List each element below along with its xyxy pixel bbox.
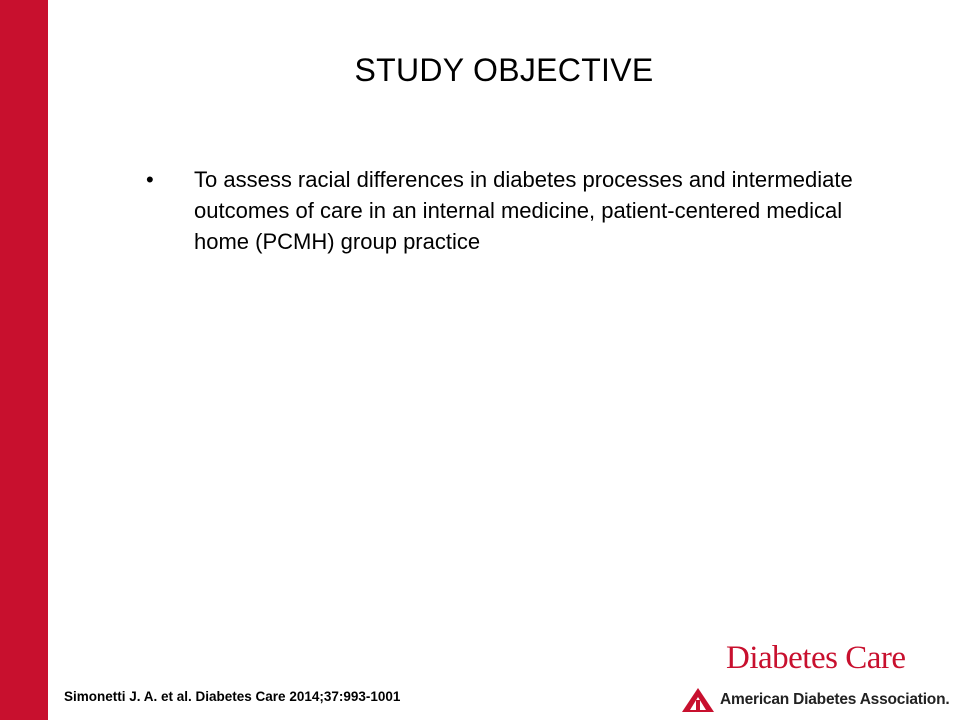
slide-title: STUDY OBJECTIVE [354,52,654,88]
ada-name: American Diabetes Association. [720,691,950,708]
citation: Simonetti J. A. et al. Diabetes Care 2014;37:993-1001 [64,689,401,704]
red-side-bar [0,0,48,720]
diabetes-care-logo: Diabetes Care [726,640,906,676]
bullet-text: To assess racial differences in diabetes processes and intermediate outcomes of care in an internal medicine, patient-centered medical home (PCMH) group practice [194,167,853,254]
bullet-item [146,164,866,257]
ada-triangle-icon [680,686,716,714]
bullet-marker: • [146,167,154,192]
ada-logo [680,686,949,714]
